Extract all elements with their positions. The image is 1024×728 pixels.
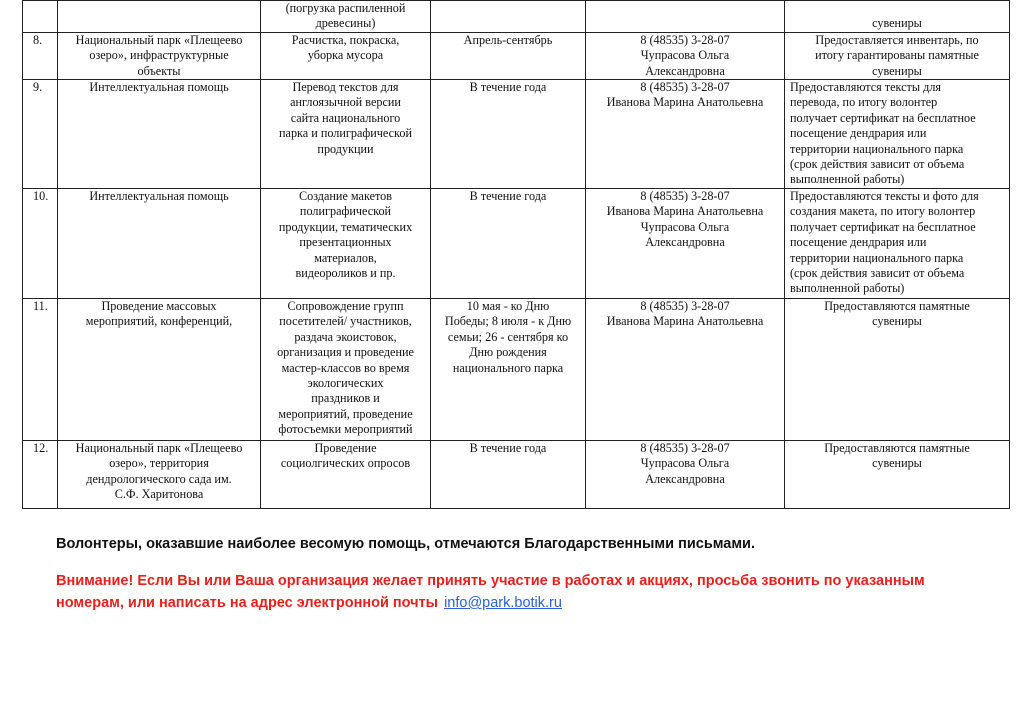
work-cell: Создание макетов полиграфической продукции, тематических презентационных материалов, видеороликов и пр. xyxy=(261,188,431,298)
note-cell: Предоставляются памятные сувениры xyxy=(785,298,1010,440)
place-cell: Интеллектуальная помощь xyxy=(58,188,261,298)
period-cell: В течение года xyxy=(431,80,586,189)
note-cell: Предоставляются тексты и фото для создания макета, по итогу волонтер получает сертификат на бесплатное посещение дендрария или территории национального парка (срок действия зависит от объема выполненной работы) xyxy=(785,188,1010,298)
row-number: 10. xyxy=(23,188,58,298)
work-cell: Сопровождение групп посетителей/ участников, раздача экоистовок, организация и проведение мастер-классов во время экологических праздников и мероприятий, проведение фотосъемки мероприятий xyxy=(261,298,431,440)
period-cell: В течение года xyxy=(431,188,586,298)
contact-cell: 8 (48535) 3-28-07 Иванова Марина Анатольевна Чупрасова Ольга Александровна xyxy=(586,188,785,298)
volunteer-table xyxy=(22,0,1010,509)
period-cell: В течение года xyxy=(431,440,586,508)
table-row xyxy=(23,32,1010,79)
work-cell: Расчистка, покраска, уборка мусора xyxy=(261,32,431,79)
place-cell: Национальный парк «Плещеево озеро», территория дендрологического сада им. С.Ф. Харитонова xyxy=(58,440,261,508)
contact-cell: 8 (48535) 3-28-07 Иванова Марина Анатольевна xyxy=(586,298,785,440)
note-cell: Предоставляются тексты для перевода, по итогу волонтер получает сертификат на бесплатное посещение дендрария или территории национального парка (срок действия зависит от объема выполненной работы) xyxy=(785,80,1010,189)
table-cell: (погрузка распиленной древесины) xyxy=(261,1,431,33)
contact-cell: 8 (48535) 3-28-07 Иванова Марина Анатольевна xyxy=(586,80,785,189)
work-cell: Перевод текстов для англоязычной версии сайта национального парка и полиграфической продукции xyxy=(261,80,431,189)
work-cell: Проведение социолгических опросов xyxy=(261,440,431,508)
table-row xyxy=(23,1,1010,33)
row-number: 11. xyxy=(23,298,58,440)
table-row xyxy=(23,80,1010,189)
row-number: 8. xyxy=(23,32,58,79)
table-row xyxy=(23,188,1010,298)
note-cell: Предоставляются памятные сувениры xyxy=(785,440,1010,508)
row-number: 12. xyxy=(23,440,58,508)
place-cell: Национальный парк «Плещеево озеро», инфраструктурные объекты xyxy=(58,32,261,79)
row-number: 9. xyxy=(23,80,58,189)
period-cell: Апрель-сентябрь xyxy=(431,32,586,79)
thanks-note: Волонтеры, оказавшие наиболее весомую помощь, отмечаются Благодарственными письмами. xyxy=(56,536,756,552)
attention-note xyxy=(56,570,956,614)
place-cell: Интеллектуальная помощь xyxy=(58,80,261,189)
table-cell: сувениры xyxy=(785,1,1010,33)
attention-text: Внимание! Если Вы или Ваша организация желает принять участие в работах и акциях, просьба звонить по указанным номерам, или написать на адрес электронной почты xyxy=(56,573,925,611)
place-cell: Проведение массовых мероприятий, конференций, xyxy=(58,298,261,440)
email-link[interactable]: info@park.botik.ru xyxy=(444,595,562,611)
contact-cell: 8 (48535) 3-28-07 Чупрасова Ольга Александровна xyxy=(586,440,785,508)
period-cell: 10 мая - ко Дню Победы; 8 июля - к Дню семьи; 26 - сентября ко Дню рождения национального парка xyxy=(431,298,586,440)
contact-cell: 8 (48535) 3-28-07 Чупрасова Ольга Александровна xyxy=(586,32,785,79)
note-cell: Предоставляется инвентарь, по итогу гарантированы памятные сувениры xyxy=(785,32,1010,79)
table-row xyxy=(23,440,1010,508)
table-row xyxy=(23,298,1010,440)
